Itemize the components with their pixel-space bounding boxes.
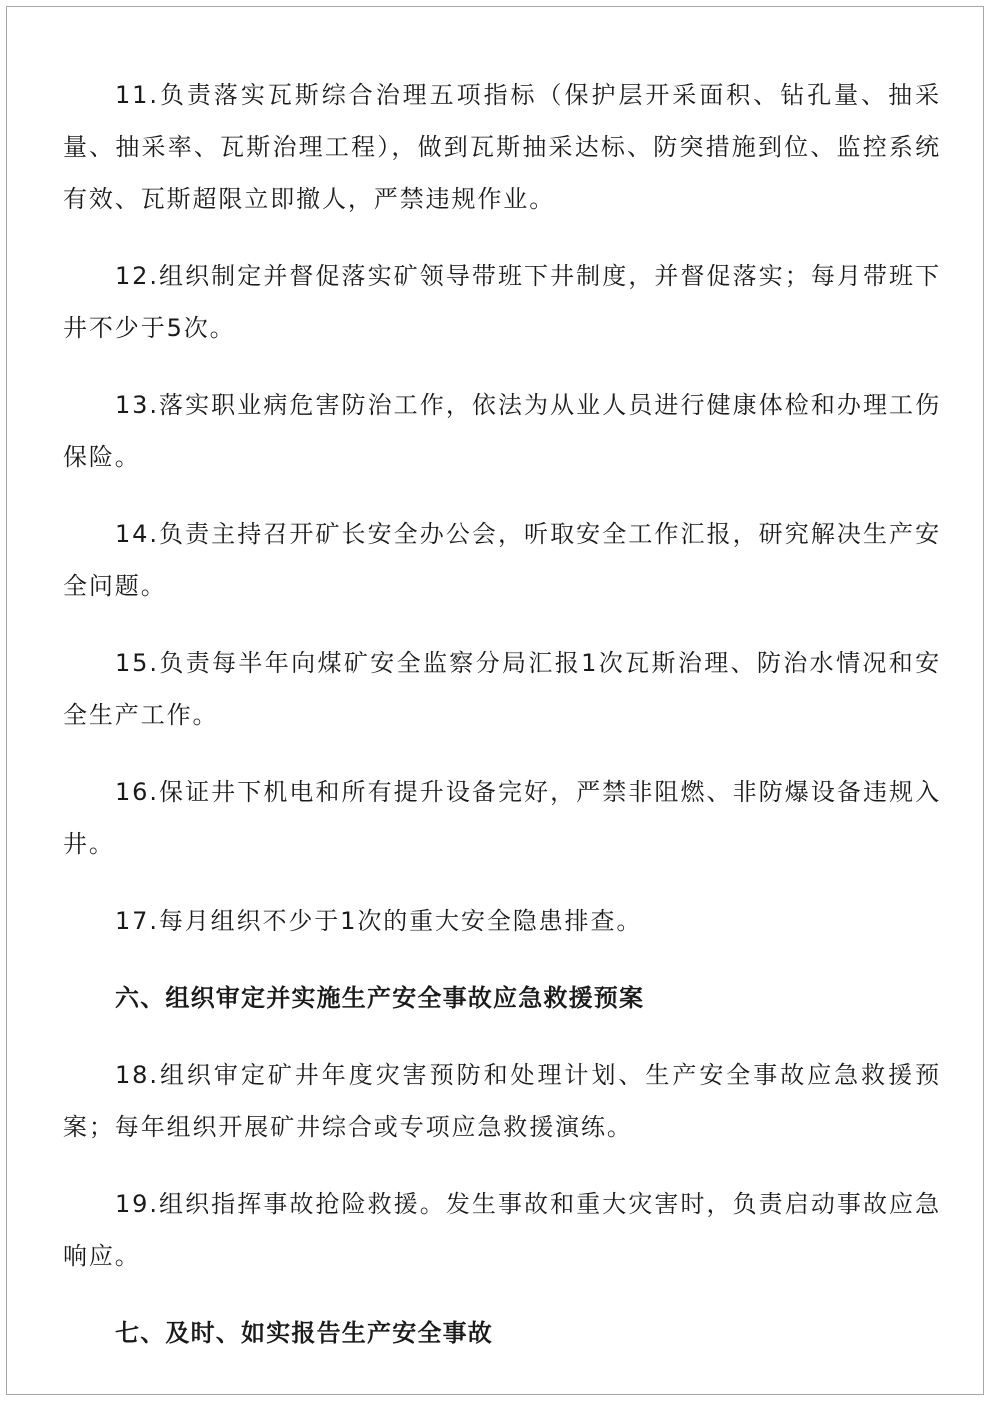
clause-text: 组织审定矿井年度灾害预防和处理计划、生产安全事故应急救援预案；每年组织开展矿井综合或专项应急救援演练。 xyxy=(63,1061,941,1141)
clause-text: 每月组织不少于1次的重大安全隐患排查。 xyxy=(158,907,643,935)
clause-18 xyxy=(63,1049,941,1153)
clause-14 xyxy=(63,508,941,612)
document-page xyxy=(6,6,984,1395)
clause-text: 负责每半年向煤矿安全监察分局汇报1次瓦斯治理、防治水情况和安全生产工作。 xyxy=(63,649,941,729)
clause-number: 13. xyxy=(115,391,159,419)
document-body xyxy=(63,69,941,1359)
clause-19 xyxy=(63,1178,941,1282)
clause-17 xyxy=(63,895,941,947)
clause-number: 17. xyxy=(115,907,159,935)
clause-text: 落实职业病危害防治工作，依法为从业人员进行健康体检和办理工伤保险。 xyxy=(63,391,941,471)
clause-15 xyxy=(63,637,941,741)
clause-text: 负责落实瓦斯综合治理五项指标（保护层开采面积、钻孔量、抽采量、抽采率、瓦斯治理工程），做到瓦斯抽采达标、防突措施到位、监控系统有效、瓦斯超限立即撤人，严禁违规作业。 xyxy=(63,81,941,213)
clause-text: 组织制定并督促落实矿领导带班下井制度，并督促落实；每月带班下井不少于5次。 xyxy=(63,262,941,342)
clause-12 xyxy=(63,250,941,354)
clause-11 xyxy=(63,69,941,225)
clause-number: 16. xyxy=(115,778,159,806)
clause-13 xyxy=(63,379,941,483)
clause-number: 14. xyxy=(115,520,159,548)
clause-text: 保证井下机电和所有提升设备完好，严禁非阻燃、非防爆设备违规入井。 xyxy=(63,778,941,858)
clause-number: 19. xyxy=(115,1190,159,1218)
clause-number: 12. xyxy=(115,262,159,290)
section-heading-6: 六、组织审定并实施生产安全事故应急救援预案 xyxy=(115,984,645,1012)
section-heading-7: 七、及时、如实报告生产安全事故 xyxy=(115,1319,493,1347)
clause-text: 负责主持召开矿长安全办公会，听取安全工作汇报，研究解决生产安全问题。 xyxy=(63,520,941,600)
clause-text: 组织指挥事故抢险救援。发生事故和重大灾害时，负责启动事故应急响应。 xyxy=(63,1190,941,1270)
clause-number: 11. xyxy=(115,81,159,109)
clause-16 xyxy=(63,766,941,870)
clause-number: 15. xyxy=(115,649,159,677)
clause-number: 18. xyxy=(115,1061,159,1089)
